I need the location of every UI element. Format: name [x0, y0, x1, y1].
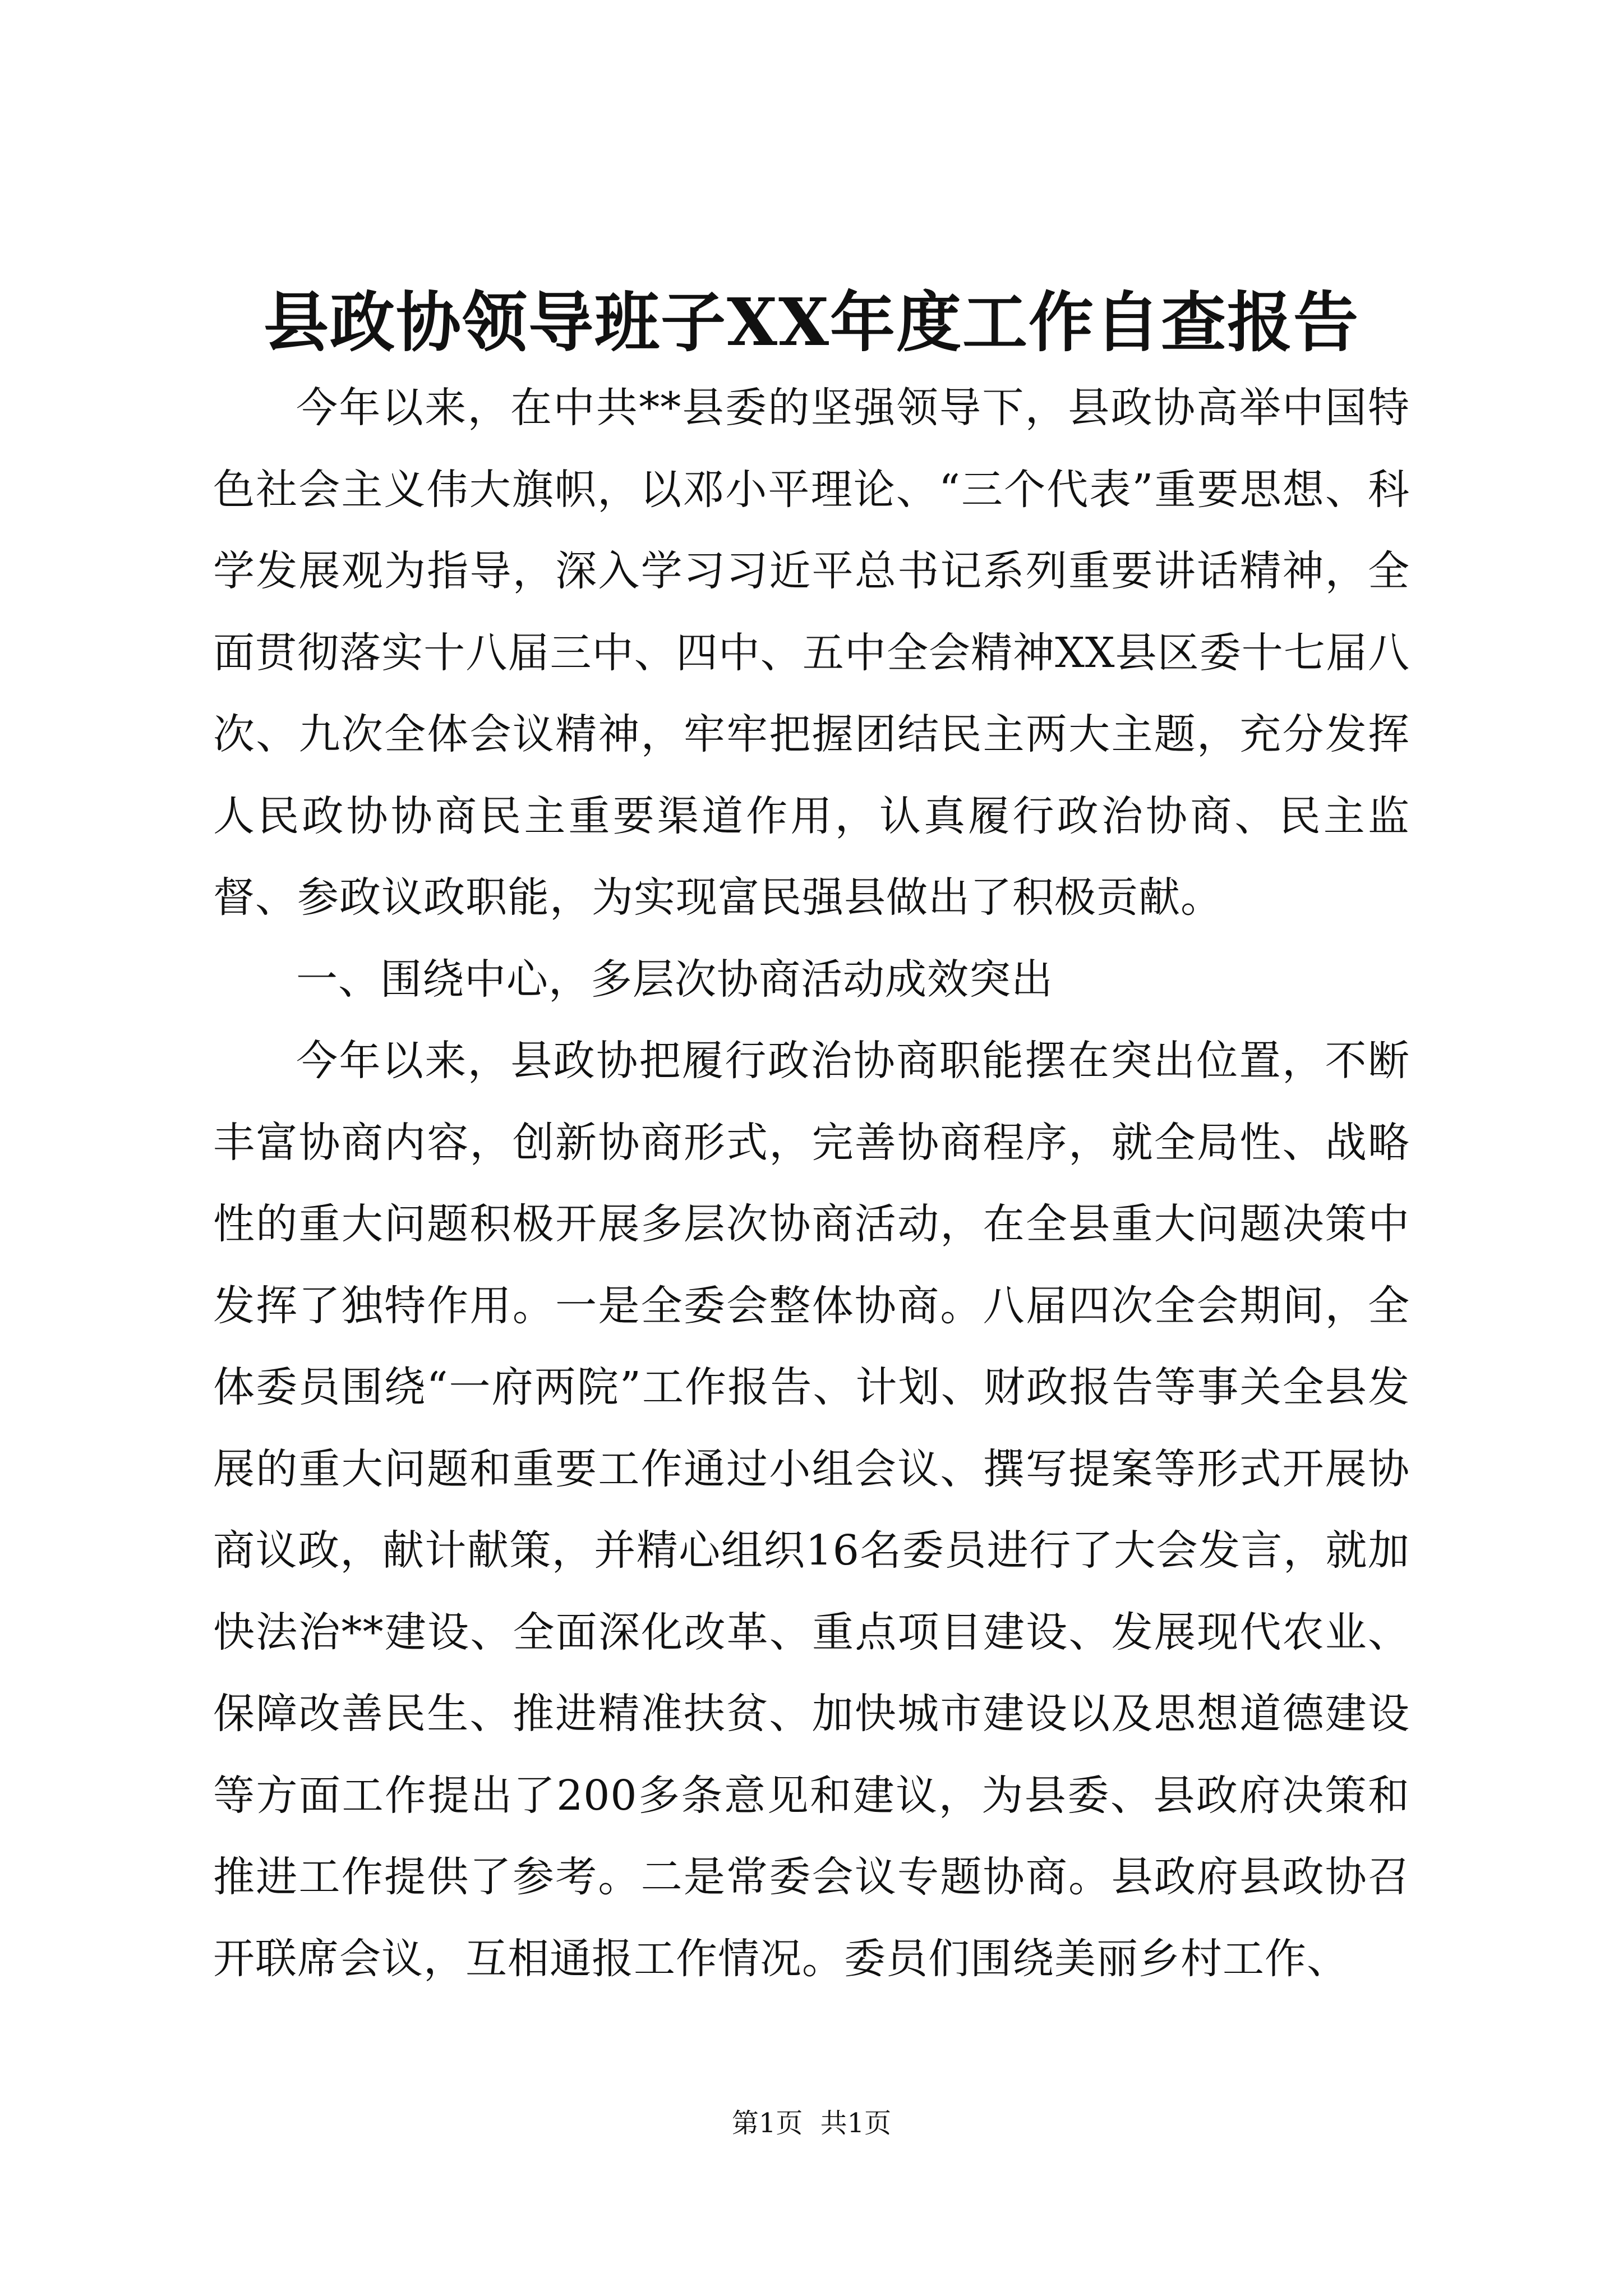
section-heading: 一、围绕中心，多层次协商活动成效突出 — [296, 955, 1053, 1004]
page-footer — [0, 2106, 1623, 2140]
paragraph-section-1: 今年以来，县政协把履行政治协商职能摆在突出位置，不断丰富协商内容，创新协商形式，完善协商程序，就全局性、战略性的重大问题积极开展多层次协商活动，在全县重大问题决策中发挥了独特作用。一是全委会整体协商。八届四次全会期间，全体委员围绕“一府两院”工作报告、计划、财政报告等事关全县发展的重大问题和重要工作通过小组会议、撰写提案等形式开展协商议政，献计献策，并精心组织16名委员进行了大会发言，就加快法治**建设、全面深化改革、重点项目建设、发展现代农业、保障改善民生、推进精准扶贫、加快城市建设以及思想道德建设等方面工作提出了200多条意见和建议，为县委、县政府决策和推进工作提供了参考。二是常委会议专题协商。县政府县政协召开联席会议，互相通报工作情况。委员们围绕美丽乡村工作、 — [213, 1037, 1410, 1983]
document-body — [213, 367, 1410, 2000]
page-number: 第1页 — [731, 2108, 803, 2139]
paragraph-intro: 今年以来，在中共**县委的坚强领导下，县政协高举中国特色社会主义伟大旗帜，以邓小平理论、“三个代表”重要思想、科学发展观为指导，深入学习习近平总书记系列重要讲话精神，全面贯彻落实十八届三中、四中、五中全会精神XX县区委十七届八次、九次全体会议精神，牢牢把握团结民主两大主题，充分发挥人民政协协商民主重要渠道作用，认真履行政治协商、民主监督、参政议政职能，为实现富民强县做出了积极贡献。 — [213, 384, 1410, 922]
document-title: 县政协领导班子XX年度工作自查报告 — [263, 284, 1359, 361]
page-total: 共1页 — [820, 2108, 892, 2139]
